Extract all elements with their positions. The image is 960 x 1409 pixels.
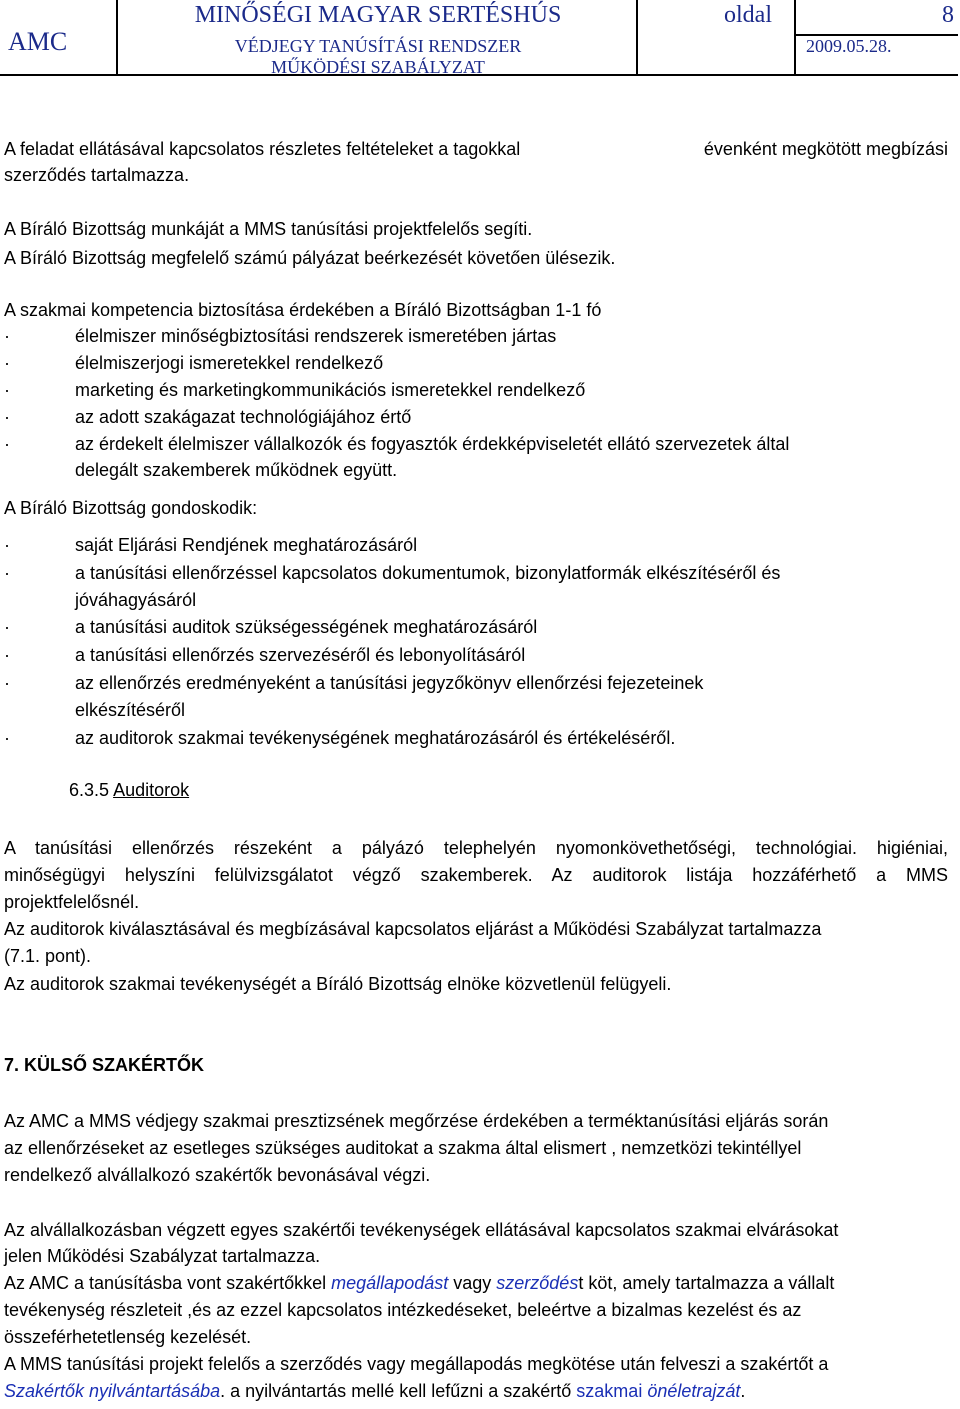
s7-para1-line1: Az AMC a MMS védjegy szakmai presztizsének megőrzése érdekében a terméktanúsítási eljárás során xyxy=(4,1111,829,1131)
s7-para2-line1: Az alvállalkozásban végzett egyes szakértői tevékenységek ellátásával kapcsolatos szakmai elvárásokat xyxy=(4,1220,839,1240)
page-label: oldal xyxy=(724,2,772,28)
document-date: 2009.05.28. xyxy=(806,36,892,56)
s7-para1-line2: az ellenőrzéseket az esetleges szükséges auditokat a szakma által elismert , nemzetközi tekintéllyel xyxy=(4,1138,802,1158)
p1-line1-left: A feladat ellátásával kapcsolatos részletes feltételeket a tagokkal xyxy=(4,139,521,159)
list-item-continuation: delegált szakemberek működnek együtt. xyxy=(75,460,398,480)
text-run: . a nyilvántartás mellé kell lefűzni a szakértő xyxy=(220,1381,577,1401)
bullet-icon: · xyxy=(4,728,10,748)
s7-para4-line2 xyxy=(4,1378,745,1404)
link-szakmai[interactable]: szakmai xyxy=(576,1381,643,1401)
bullet-icon: · xyxy=(4,535,10,555)
s635-para1-line1: A tanúsítási ellenőrzés részeként a pályázó telephelyén nyomonkövethetőségi, technológiai. higiéniai, xyxy=(4,838,948,858)
p1-line1-right: évenként megkötött megbízási xyxy=(703,139,948,159)
list-item: az auditorok szakmai tevékenységének meghatározásáról és értékeléséről. xyxy=(75,728,676,748)
section-number: 6.3.5 xyxy=(69,780,110,800)
list-item: a tanúsítási ellenőrzéssel kapcsolatos dokumentumok, bizonylatformák elkészítéséről és xyxy=(75,563,781,583)
section-heading-7: 7. KÜLSŐ SZAKÉRTŐK xyxy=(4,1055,205,1075)
header-page-label-cell xyxy=(638,0,796,74)
list-item: a tanúsítási auditok szükségességének meghatározásáról xyxy=(75,617,538,637)
list-item-continuation: jóváhagyásáról xyxy=(75,590,197,610)
list-item: saját Eljárási Rendjének meghatározásáról xyxy=(75,535,418,555)
bullet-icon: · xyxy=(4,380,10,400)
list-item: élelmiszerjogi ismeretekkel rendelkező xyxy=(75,353,384,373)
document-title: MINŐSÉGI MAGYAR SERTÉSHÚS xyxy=(194,2,562,28)
p1-line2: szerződés tartalmazza. xyxy=(4,165,190,185)
bullet-icon: · xyxy=(4,407,10,427)
s7-para1-line3: rendelkező alvállalkozó szakértők bevonásával végzi. xyxy=(4,1165,431,1185)
list-item: az ellenőrzés eredményeként a tanúsítási jegyzőkönyv ellenőrzési fejezeteinek xyxy=(75,673,704,693)
s7-para3-line3: összeférhetetlenség kezelését. xyxy=(4,1327,252,1347)
list-item: az adott szakágazat technológiájához értő xyxy=(75,407,412,427)
bullet-icon: · xyxy=(4,434,10,454)
org-name: AMC xyxy=(8,27,68,56)
text-run: Az AMC a tanúsításba vont szakértőkkel xyxy=(4,1273,332,1293)
list-item: marketing és marketingkommunikációs ismeretekkel rendelkező xyxy=(75,380,586,400)
link-megallapodast[interactable]: megállapodást xyxy=(331,1273,449,1293)
s635-para1-line2: minőségügyi helyszíni felülvizsgálatot végző szakemberek. Az auditorok listája hozzáférhető a MMS xyxy=(4,865,948,885)
s635-para3: Az auditorok szakmai tevékenységét a Bíráló Bizottság elnöke közvetlenül felügyeli. xyxy=(4,974,672,994)
s7-para3-line1 xyxy=(4,1270,834,1296)
header-title-cell xyxy=(118,0,638,77)
list-item-continuation: elkészítéséről xyxy=(75,700,186,720)
link-oneletrajzat[interactable]: önéletrajzát xyxy=(647,1381,741,1401)
document-subtitle: VÉDJEGY TANÚSÍTÁSI RENDSZER xyxy=(234,36,522,56)
bullet-icon: · xyxy=(4,326,10,346)
list-item: az érdekelt élelmiszer vállalkozók és fogyasztók érdekképviseletét ellátó szervezetek által xyxy=(75,434,790,454)
bullet-icon: · xyxy=(4,353,10,373)
text-run: vagy xyxy=(448,1273,497,1293)
s7-para4-line1: A MMS tanúsítási projekt felelős a szerződés vagy megállapodás megkötése után felveszi a szakértőt a xyxy=(4,1354,829,1374)
p4-intro: A Bíráló Bizottság gondoskodik: xyxy=(4,498,258,518)
section-heading-6-3-5 xyxy=(69,777,189,803)
bullet-icon: · xyxy=(4,645,10,665)
bullet-icon: · xyxy=(4,563,10,583)
s7-para2-line2: jelen Működési Szabályzat tartalmazza. xyxy=(4,1246,321,1266)
page-number: 8 xyxy=(942,2,954,28)
text-run: . xyxy=(740,1381,746,1401)
header-org-cell xyxy=(0,0,118,74)
link-szerzodes[interactable]: szerződés xyxy=(496,1273,579,1293)
document-subtitle-2: MŰKÖDÉSI SZABÁLYZAT xyxy=(271,57,485,77)
bullet-icon: · xyxy=(4,673,10,693)
list-item: élelmiszer minőségbiztosítási rendszerek ismeretében jártas xyxy=(75,326,557,346)
section-title: Auditorok xyxy=(113,780,190,800)
s635-para2-line2: (7.1. pont). xyxy=(4,946,92,966)
list-item: a tanúsítási ellenőrzés szervezéséről és lebonyolításáról xyxy=(75,645,526,665)
link-szakertok-nyilvantartasa[interactable]: Szakértők nyilvántartásába xyxy=(4,1381,221,1401)
bullet-icon: · xyxy=(4,617,10,637)
s635-para1-line3: projektfelelősnél. xyxy=(4,892,140,912)
s7-para3-line2: tevékenység részleteit ,és az ezzel kapcsolatos intézkedéseket, beleértve a bizalmas kezelést és az xyxy=(4,1300,802,1320)
text-run: t köt, amely tartalmazza a vállalt xyxy=(578,1273,835,1293)
p2-line1: A Bíráló Bizottság munkáját a MMS tanúsítási projektfelelős segíti. xyxy=(4,219,533,239)
s635-para2-line1: Az auditorok kiválasztásával és megbízásával kapcsolatos eljárást a Működési Szabályzat tartalmazza xyxy=(4,919,822,939)
p2-line2: A Bíráló Bizottság megfelelő számú pályázat beérkezését követően ülésezik. xyxy=(4,248,616,268)
page-header xyxy=(0,0,958,76)
p3-intro: A szakmai kompetencia biztosítása érdekében a Bíráló Bizottságban 1-1 fó xyxy=(4,300,602,320)
